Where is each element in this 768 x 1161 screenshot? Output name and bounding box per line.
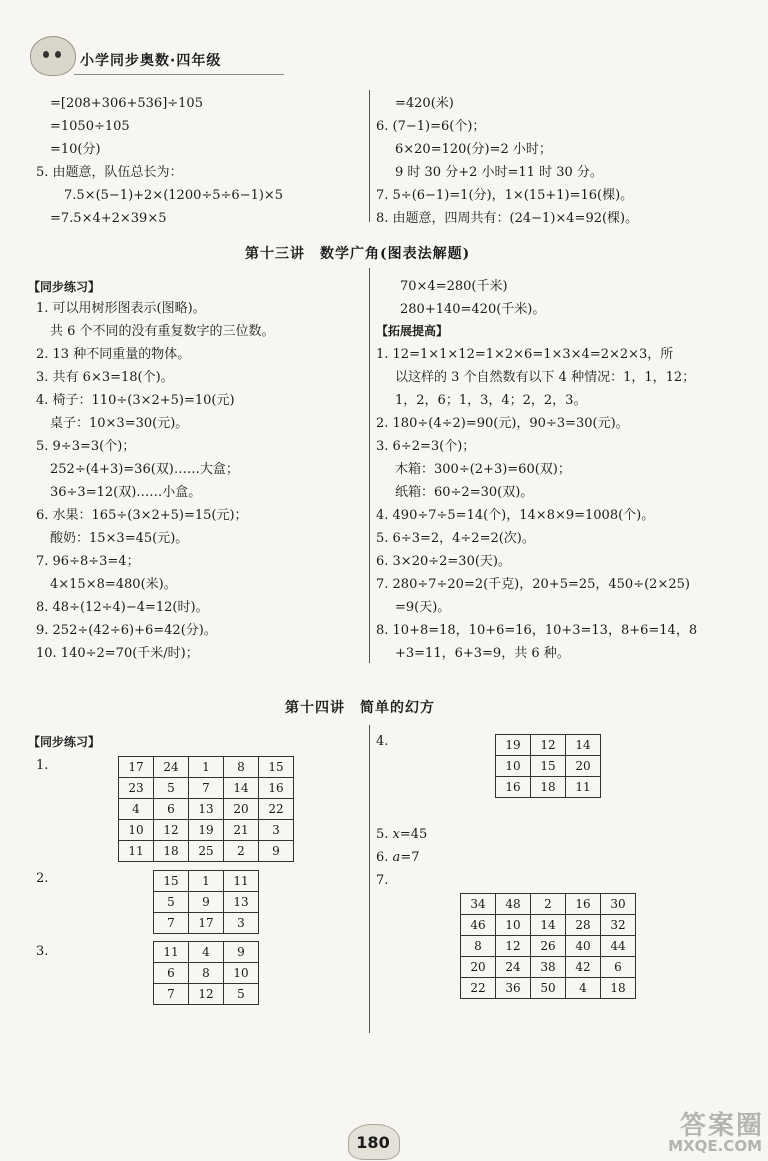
answer-line: 6. 水果：165÷(3×2+5)=15(元)； bbox=[36, 508, 248, 523]
question-number: 4. bbox=[376, 734, 389, 749]
answer-line bbox=[376, 826, 427, 843]
grid-row bbox=[461, 915, 636, 936]
grid-cell: 9 bbox=[224, 942, 259, 963]
grid-cell: 18 bbox=[531, 777, 566, 798]
grid-row bbox=[119, 757, 294, 778]
grid-cell: 11 bbox=[119, 841, 154, 862]
grid-cell: 10 bbox=[496, 756, 531, 777]
grid-cell: 11 bbox=[566, 777, 601, 798]
grid-cell: 16 bbox=[496, 777, 531, 798]
answer-line: 4. 490÷7÷5=14(个)，14×8×9=1008(个)。 bbox=[376, 508, 655, 523]
grid-cell: 25 bbox=[189, 841, 224, 862]
grid-cell: 22 bbox=[461, 978, 496, 999]
variable-a: a bbox=[392, 850, 401, 865]
grid-cell: 46 bbox=[461, 915, 496, 936]
top-right-line: 6×20=120(分)=2 小时； bbox=[395, 142, 552, 157]
top-right-line: 8. 由题意，四周共有：(24−1)×4=92(棵)。 bbox=[376, 211, 639, 226]
top-left-line: =[208+306+536]÷105 bbox=[50, 96, 203, 111]
answer-line: 2. 180÷(4÷2)=90(元)，90÷3=30(元)。 bbox=[376, 416, 629, 431]
grid-row bbox=[119, 820, 294, 841]
watermark-url: MXQE.COM bbox=[668, 1137, 762, 1155]
top-left-line: 7.5×(5−1)+2×(1200÷5÷6−1)×5 bbox=[64, 188, 284, 203]
grid-cell: 12 bbox=[531, 735, 566, 756]
answer-line: 3. 6÷2=3(个)； bbox=[376, 439, 476, 454]
answer-line: 280+140=420(千米)。 bbox=[400, 302, 546, 317]
grid-cell: 20 bbox=[224, 799, 259, 820]
grid-row bbox=[496, 756, 601, 777]
grid-cell: 36 bbox=[496, 978, 531, 999]
grid-cell: 13 bbox=[189, 799, 224, 820]
grid-cell: 3 bbox=[259, 820, 294, 841]
top-right-line: 7. 5÷(6−1)=1(分)，1×(15+1)=16(棵)。 bbox=[376, 188, 634, 203]
answer-line: 7. 280÷7÷20=2(千克)，20+5=25，450÷(2×25) bbox=[376, 577, 690, 592]
grid-cell: 50 bbox=[531, 978, 566, 999]
answer-line: +3=11，6+3=9，共 6 种。 bbox=[395, 646, 570, 661]
grid-cell: 24 bbox=[496, 957, 531, 978]
answer-line: 5. 6÷3=2，4÷2=2(次)。 bbox=[376, 531, 535, 546]
grid-cell: 15 bbox=[531, 756, 566, 777]
answer-line: 桌子：10×3=30(元)。 bbox=[50, 416, 189, 431]
grid-cell: 17 bbox=[189, 913, 224, 934]
grid-cell: 17 bbox=[119, 757, 154, 778]
top-right-line: =420(米) bbox=[395, 96, 454, 111]
grid-cell: 6 bbox=[154, 963, 189, 984]
answer-line: 酸奶：15×3=45(元)。 bbox=[50, 531, 189, 546]
grid-cell: 1 bbox=[189, 871, 224, 892]
question-number: 5. bbox=[376, 827, 389, 842]
grid-row bbox=[461, 957, 636, 978]
grid-cell: 2 bbox=[531, 894, 566, 915]
top-right-line: 9 时 30 分+2 小时=11 时 30 分。 bbox=[395, 165, 603, 180]
top-left-line: =1050÷105 bbox=[50, 119, 130, 134]
answer-line: 纸箱：60÷2=30(双)。 bbox=[395, 485, 534, 500]
grid-cell: 11 bbox=[154, 942, 189, 963]
magic-square-q4 bbox=[495, 734, 601, 798]
answer-line: 共 6 个不同的没有重复数字的三位数。 bbox=[50, 324, 275, 339]
grid-cell: 20 bbox=[566, 756, 601, 777]
grid-cell: 8 bbox=[461, 936, 496, 957]
mascot-logo-icon bbox=[30, 36, 76, 76]
question-number: 1. bbox=[36, 758, 49, 773]
grid-cell: 44 bbox=[601, 936, 636, 957]
grid-row bbox=[496, 735, 601, 756]
book-title: 小学同步奥数·四年级 bbox=[80, 53, 222, 69]
grid-cell: 28 bbox=[566, 915, 601, 936]
grid-cell: 19 bbox=[496, 735, 531, 756]
grid-cell: 7 bbox=[154, 984, 189, 1005]
answer-line: 4. 椅子：110÷(3×2+5)=10(元) bbox=[36, 393, 235, 408]
grid-cell: 5 bbox=[154, 778, 189, 799]
answer-line: 9. 252÷(42÷6)+6=42(分)。 bbox=[36, 623, 217, 638]
grid-row bbox=[154, 984, 259, 1005]
column-divider bbox=[369, 268, 370, 663]
answer-line: 2. 13 种不同重量的物体。 bbox=[36, 347, 191, 362]
lecture-13-title: 第十三讲 数学广角(图表法解题) bbox=[245, 246, 471, 262]
grid-cell: 9 bbox=[189, 892, 224, 913]
sync-practice-label: 【同步练习】 bbox=[28, 280, 101, 294]
grid-cell: 30 bbox=[601, 894, 636, 915]
top-left-line: 5. 由题意，队伍总长为： bbox=[36, 165, 183, 180]
watermark-text: 答案圈 bbox=[679, 1111, 764, 1141]
answer-line: 36÷3=12(双)……小盒。 bbox=[50, 485, 202, 500]
answer-line: =9(天)。 bbox=[395, 600, 451, 615]
grid-cell: 10 bbox=[119, 820, 154, 841]
grid-cell: 38 bbox=[531, 957, 566, 978]
grid-row bbox=[154, 913, 259, 934]
grid-cell: 3 bbox=[224, 913, 259, 934]
grid-cell: 5 bbox=[154, 892, 189, 913]
top-left-line: =7.5×4+2×39×5 bbox=[50, 211, 167, 226]
grid-cell: 5 bbox=[224, 984, 259, 1005]
grid-cell: 24 bbox=[154, 757, 189, 778]
grid-cell: 12 bbox=[189, 984, 224, 1005]
grid-cell: 21 bbox=[224, 820, 259, 841]
grid-row bbox=[119, 778, 294, 799]
answer-line: 252÷(4+3)=36(双)……大盒； bbox=[50, 462, 239, 477]
column-divider bbox=[369, 725, 370, 1033]
grid-cell: 4 bbox=[189, 942, 224, 963]
grid-cell: 15 bbox=[154, 871, 189, 892]
watermark bbox=[640, 1105, 764, 1157]
question-number: 7. bbox=[376, 873, 389, 888]
top-left-line: =10(分) bbox=[50, 142, 101, 157]
answer-value: =45 bbox=[399, 827, 428, 842]
grid-cell: 1 bbox=[189, 757, 224, 778]
grid-row bbox=[461, 894, 636, 915]
grid-cell: 10 bbox=[496, 915, 531, 936]
grid-cell: 16 bbox=[259, 778, 294, 799]
answer-line: 3. 共有 6×3=18(个)。 bbox=[36, 370, 174, 385]
grid-cell: 34 bbox=[461, 894, 496, 915]
grid-cell: 14 bbox=[531, 915, 566, 936]
grid-cell: 6 bbox=[154, 799, 189, 820]
answer-line: 4×15×8=480(米)。 bbox=[50, 577, 177, 592]
grid-cell: 16 bbox=[566, 894, 601, 915]
grid-cell: 15 bbox=[259, 757, 294, 778]
grid-cell: 40 bbox=[566, 936, 601, 957]
header-rule bbox=[74, 74, 284, 75]
grid-cell: 8 bbox=[224, 757, 259, 778]
magic-square-q2 bbox=[153, 870, 259, 934]
page-number: 180 bbox=[356, 1133, 390, 1152]
grid-row bbox=[154, 871, 259, 892]
column-divider bbox=[369, 90, 370, 222]
grid-cell: 4 bbox=[566, 978, 601, 999]
grid-row bbox=[154, 892, 259, 913]
variable-x: x bbox=[392, 827, 400, 842]
grid-cell: 9 bbox=[259, 841, 294, 862]
grid-cell: 18 bbox=[154, 841, 189, 862]
answer-line bbox=[376, 849, 419, 866]
lecture-14-title: 第十四讲 简单的幻方 bbox=[285, 700, 435, 716]
grid-cell: 22 bbox=[259, 799, 294, 820]
grid-cell: 8 bbox=[189, 963, 224, 984]
grid-cell: 7 bbox=[154, 913, 189, 934]
grid-cell: 12 bbox=[496, 936, 531, 957]
grid-row bbox=[461, 936, 636, 957]
answer-line: 1，2，6；1，3，4；2，2，3。 bbox=[395, 393, 587, 408]
page-header bbox=[30, 30, 270, 78]
grid-row bbox=[496, 777, 601, 798]
answer-line: 5. 9÷3=3(个)； bbox=[36, 439, 136, 454]
answer-line: 7. 96÷8÷3=4； bbox=[36, 554, 140, 569]
grid-cell: 7 bbox=[189, 778, 224, 799]
grid-row bbox=[154, 963, 259, 984]
answer-line: 70×4=280(千米) bbox=[400, 279, 508, 294]
grid-cell: 2 bbox=[224, 841, 259, 862]
grid-row bbox=[119, 799, 294, 820]
magic-square-q3 bbox=[153, 941, 259, 1005]
answer-line: 1. 12=1×1×12=1×2×6=1×3×4=2×2×3，所 bbox=[376, 347, 674, 362]
answer-line: 8. 10+8=18，10+6=16，10+3=13，8+6=14，8 bbox=[376, 623, 698, 638]
grid-cell: 18 bbox=[601, 978, 636, 999]
answer-line: 以这样的 3 个自然数有以下 4 种情况：1，1，12； bbox=[395, 370, 696, 385]
grid-cell: 14 bbox=[224, 778, 259, 799]
grid-row bbox=[119, 841, 294, 862]
extension-label: 【拓展提高】 bbox=[376, 324, 449, 338]
question-number: 2. bbox=[36, 871, 49, 886]
magic-square-q1 bbox=[118, 756, 294, 862]
grid-row bbox=[461, 978, 636, 999]
grid-cell: 23 bbox=[119, 778, 154, 799]
question-number: 3. bbox=[36, 944, 49, 959]
grid-row bbox=[154, 942, 259, 963]
sync-practice-label: 【同步练习】 bbox=[28, 735, 101, 749]
grid-cell: 42 bbox=[566, 957, 601, 978]
grid-cell: 48 bbox=[496, 894, 531, 915]
grid-cell: 32 bbox=[601, 915, 636, 936]
grid-cell: 11 bbox=[224, 871, 259, 892]
grid-cell: 4 bbox=[119, 799, 154, 820]
magic-square-q7 bbox=[460, 893, 636, 999]
grid-cell: 13 bbox=[224, 892, 259, 913]
grid-cell: 14 bbox=[566, 735, 601, 756]
grid-cell: 10 bbox=[224, 963, 259, 984]
answer-value: =7 bbox=[400, 850, 420, 865]
grid-cell: 19 bbox=[189, 820, 224, 841]
grid-cell: 6 bbox=[601, 957, 636, 978]
top-right-line: 6. (7−1)=6(个)； bbox=[376, 119, 486, 134]
answer-line: 10. 140÷2=70(千米/时)； bbox=[36, 646, 199, 661]
grid-cell: 26 bbox=[531, 936, 566, 957]
answer-line: 1. 可以用树形图表示(图略)。 bbox=[36, 301, 206, 316]
answer-line: 6. 3×20÷2=30(天)。 bbox=[376, 554, 511, 569]
grid-cell: 12 bbox=[154, 820, 189, 841]
grid-cell: 20 bbox=[461, 957, 496, 978]
answer-line: 木箱：300÷(2+3)=60(双)； bbox=[395, 462, 571, 477]
question-number: 6. bbox=[376, 850, 389, 865]
answer-line: 8. 48÷(12÷4)−4=12(时)。 bbox=[36, 600, 209, 615]
